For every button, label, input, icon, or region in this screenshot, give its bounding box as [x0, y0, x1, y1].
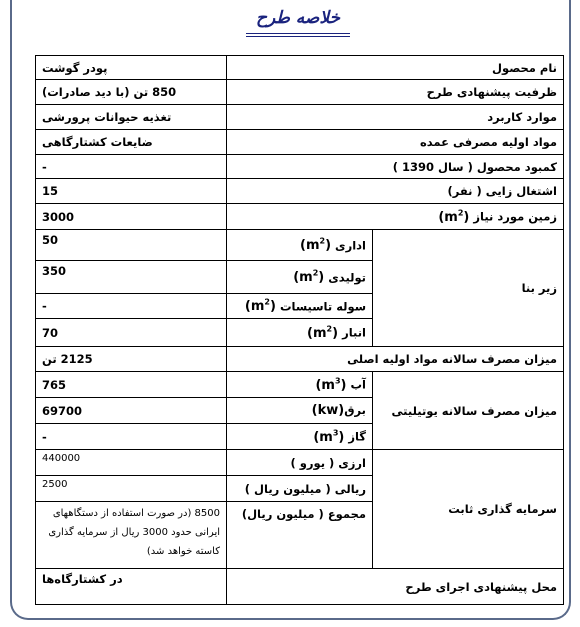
unit-exponent: 2	[264, 297, 270, 307]
sub-label: ریالی ( میلیون ریال )	[227, 476, 373, 502]
row-value: 2500	[36, 476, 227, 502]
row-value: تغذیه حیوانات پرورشی	[36, 105, 227, 130]
row-label: کمبود محصول ( سال 1390 )	[227, 155, 564, 179]
row-value: 15	[36, 179, 227, 204]
row-label: موارد کاربرد	[227, 105, 564, 130]
unit-exponent: 3	[334, 376, 341, 386]
table-row	[36, 80, 564, 105]
unit-symbol: m	[321, 377, 335, 393]
sub-label-cell: تولیدی $(m^2)$	[227, 261, 373, 294]
unit-symbol: m	[299, 270, 313, 286]
sub-label: اداری	[335, 238, 366, 253]
unit-symbol: m	[305, 238, 320, 254]
row-label: مواد اولیه مصرفی عمده	[227, 130, 564, 155]
row-value: 350	[36, 261, 227, 294]
sub-label: ارزی ( یورو )	[227, 450, 373, 476]
table-row	[36, 230, 564, 261]
row-value: 70	[36, 319, 227, 347]
row-value: 50	[36, 230, 227, 261]
sub-label: تولیدی	[328, 270, 366, 285]
sub-label: انبار	[342, 325, 366, 340]
row-label: اشتغال زایی ( نفر)	[227, 179, 564, 204]
sub-label: گاز	[348, 429, 366, 444]
table-row	[36, 204, 564, 230]
sub-label: سوله تاسیسات	[279, 299, 366, 314]
row-value: ضایعات کشتارگاهی	[36, 130, 227, 155]
row-value: 850 تن (با دید صادرات)	[36, 80, 227, 105]
land-label-cell: زمین مورد نیاز $(m^2)$	[227, 204, 564, 230]
unit-exponent: 2	[457, 208, 464, 218]
sub-label: مجموع ( میلیون ریال)	[227, 502, 373, 569]
row-value: -	[36, 294, 227, 319]
row-value: 8500 (در صورت استفاده از دستگاههای ایرانی حدود 3000 ریال از سرمایه گذاری کاسته خواهد شد)	[36, 502, 227, 569]
row-label: ظرفیت پیشنهادی طرح	[227, 80, 564, 105]
row-value: 440000	[36, 450, 227, 476]
unit-symbol: m	[444, 209, 458, 225]
unit-exponent: 2	[312, 268, 319, 278]
row-label: زمین مورد نیاز	[473, 209, 557, 224]
unit-symbol: kw	[317, 403, 339, 418]
row-value: -	[36, 155, 227, 179]
unit-exponent: 3	[332, 428, 339, 438]
sub-label-cell: گاز $(m^3)$	[227, 424, 373, 450]
row-value: -	[36, 424, 227, 450]
unit-symbol: m	[313, 325, 327, 341]
row-value: 765	[36, 372, 227, 398]
unit-symbol: m	[319, 429, 333, 445]
row-label: محل پیشنهادی اجرای طرح	[227, 569, 564, 605]
table-row	[36, 155, 564, 179]
sub-label: برق	[344, 403, 366, 417]
row-value: پودر گوشت	[36, 56, 227, 80]
sub-label-cell: انبار $(m^2)$	[227, 319, 373, 347]
table-row	[36, 372, 564, 398]
unit-exponent: 2	[326, 324, 333, 334]
table-row	[36, 569, 564, 605]
sub-label-cell: برق(kw)	[227, 398, 373, 424]
row-label: نام محصول	[227, 56, 564, 80]
page-title: خلاصه طرح	[255, 8, 340, 28]
table-row	[36, 450, 564, 476]
unit-symbol: m	[250, 299, 265, 315]
utility-label: میزان مصرف سالانه یوتیلیتی	[373, 372, 564, 450]
table-row	[36, 56, 564, 80]
sub-label: آب	[350, 377, 366, 392]
row-value: 2125 تن	[36, 347, 227, 372]
row-value: 69700	[36, 398, 227, 424]
building-label: زیر بنا	[373, 230, 564, 347]
sub-label-cell: سوله تاسیسات $(m^2)$	[227, 294, 373, 319]
table-row	[36, 105, 564, 130]
table-row	[36, 347, 564, 372]
sub-label-cell: آب $(m^3)$	[227, 372, 373, 398]
title-underline-2	[246, 36, 350, 37]
row-label: میزان مصرف سالانه مواد اولیه اصلی	[227, 347, 564, 372]
investment-label: سرمایه گذاری ثابت	[373, 450, 564, 569]
row-value: 3000	[36, 204, 227, 230]
unit-exponent: 2	[319, 236, 326, 246]
sub-label-cell: اداری $(m^2)$	[227, 230, 373, 261]
title-underline	[246, 33, 350, 34]
summary-table	[35, 55, 564, 605]
table-row	[36, 130, 564, 155]
table-row	[36, 179, 564, 204]
row-value: در کشتارگاه‌ها	[36, 569, 227, 605]
